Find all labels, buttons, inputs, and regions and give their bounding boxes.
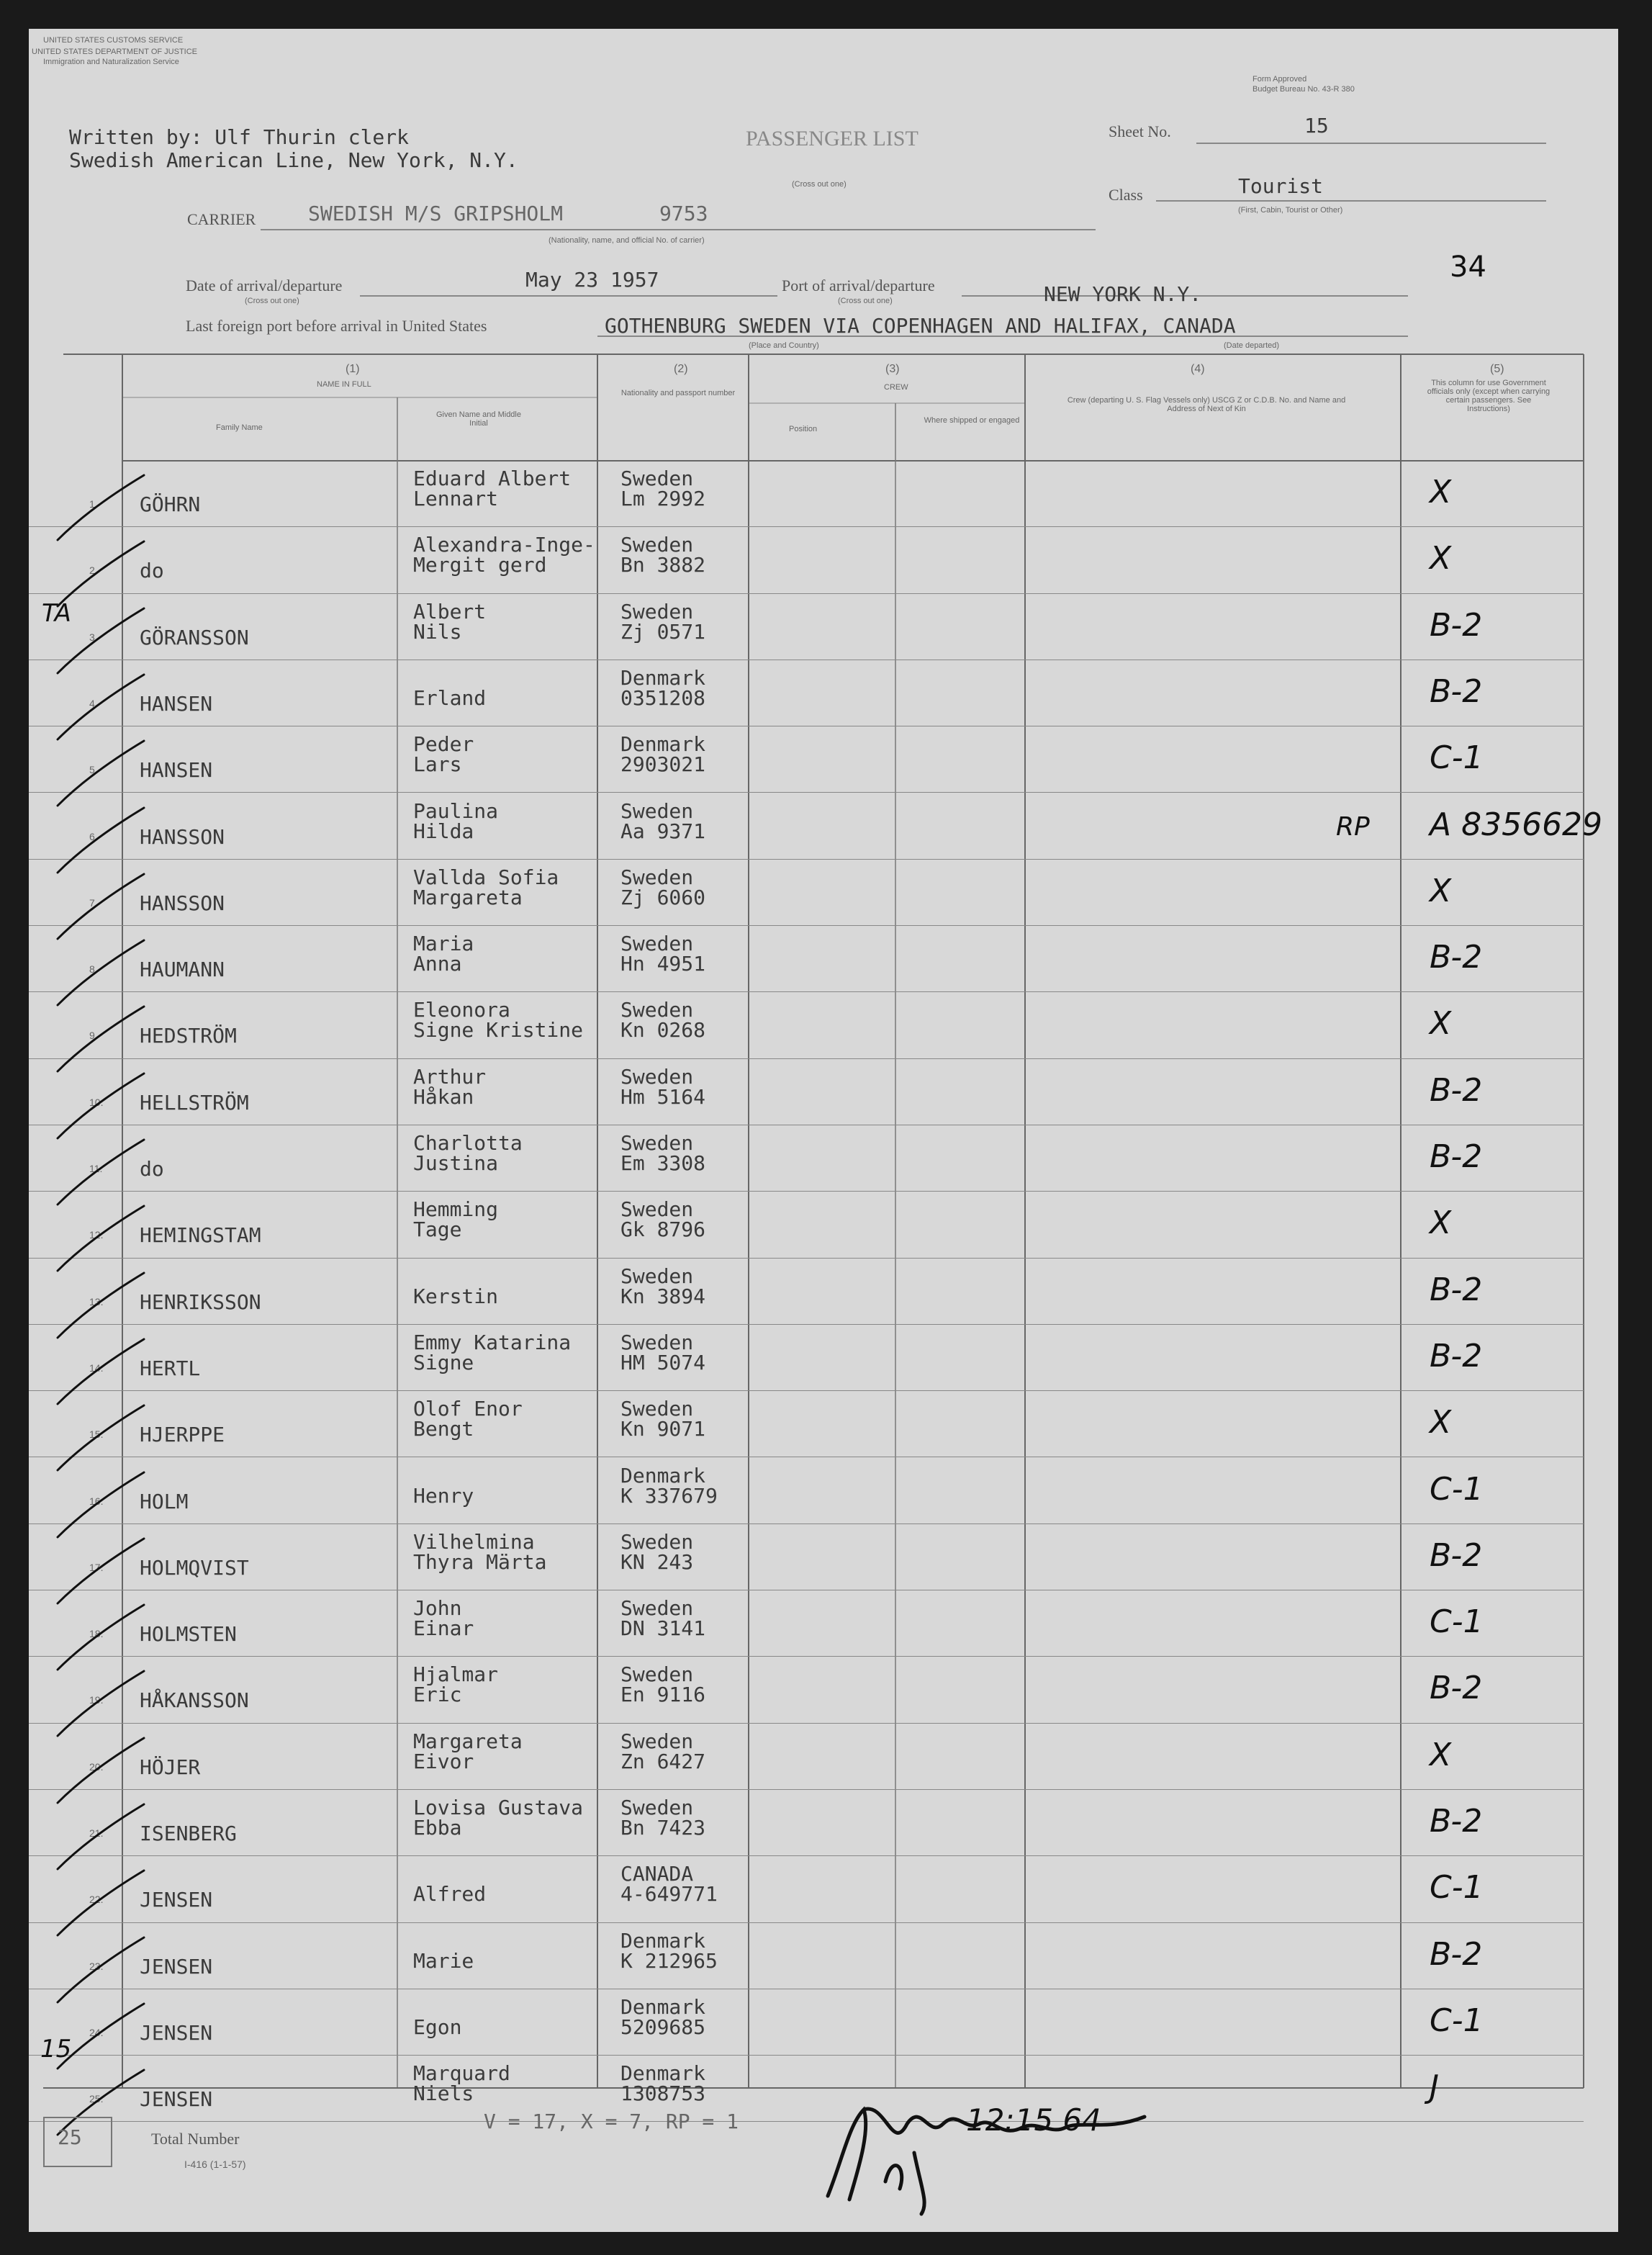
passport-number: Zn 6427	[620, 1749, 706, 1773]
row-number: 18.	[89, 1628, 104, 1640]
passport-number: 2903021	[620, 752, 706, 777]
given-name-header: Given Name and Middle Initial	[435, 410, 521, 428]
col5-number: (5)	[1490, 363, 1504, 375]
table-row	[29, 992, 1584, 1058]
table-row	[29, 660, 1584, 726]
passport-number: 0351208	[620, 685, 706, 710]
official-mark: C-1	[1430, 1470, 1484, 1508]
col5-title: This column for use Government officials only (except when carrying certain passengers. See Instructions)	[1427, 379, 1551, 413]
date-departed-hint: (Date departed)	[1224, 341, 1280, 350]
given-name-line-2: Håkan	[413, 1084, 474, 1109]
row-number: 2.	[89, 564, 98, 577]
given-name-line-1: Alexandra-Inge-	[413, 533, 595, 557]
given-name-line-2: Alfred	[413, 1882, 487, 1907]
nationality: Sweden	[620, 1529, 694, 1554]
date-hint: (Cross out one)	[245, 297, 299, 305]
family-name: HOLMQVIST	[140, 1555, 249, 1580]
margin-note-fifteen: 15	[40, 2035, 72, 2063]
given-name-line-2: Bengt	[413, 1417, 474, 1441]
given-name-line-1: Vallda Sofia	[413, 865, 559, 889]
passport-number: Gk 8796	[620, 1217, 706, 1242]
official-mark: B-2	[1430, 1071, 1483, 1109]
date-label: Date of arrival/departure	[186, 276, 343, 294]
row-number: 15.	[89, 1428, 104, 1441]
family-name: ISENBERG	[140, 1822, 237, 1845]
given-name-line-2: Tage	[413, 1217, 462, 1242]
col3-title: CREW	[884, 383, 908, 392]
family-name: JENSEN	[140, 1888, 213, 1912]
col2-number: (2)	[674, 363, 688, 375]
official-mark: B-2	[1430, 1337, 1483, 1374]
passport-number: En 9116	[620, 1683, 706, 1707]
given-name-line-1: Vilhelmina	[413, 1529, 535, 1554]
nationality: Sweden	[620, 1264, 694, 1288]
nationality: Sweden	[620, 1197, 694, 1222]
row-number: 4.	[89, 697, 98, 709]
nationality: Sweden	[620, 932, 694, 956]
col4-number: (4)	[1191, 363, 1205, 375]
passport-number: Hn 4951	[620, 952, 706, 976]
given-name-line-2: Anna	[413, 952, 462, 976]
family-name: HOLMSTEN	[140, 1622, 237, 1647]
row-number: 1.	[89, 498, 98, 510]
given-name-line-2: Hilda	[413, 819, 474, 843]
table-row	[29, 1923, 1584, 1989]
given-name-line-2: Erland	[413, 685, 487, 710]
given-name-line-2: Margareta	[413, 885, 523, 909]
nationality: Denmark	[620, 1994, 706, 2019]
given-name-line-1: Marquard	[413, 2061, 510, 2086]
row-number: 7.	[89, 896, 98, 909]
nationality: Sweden	[620, 599, 694, 624]
col4-title: Crew (departing U. S. Flag Vessels only) USCG Z or C.D.B. No. and Name and Address of Next of Kin	[1067, 396, 1346, 413]
passport-number: Hm 5164	[620, 1084, 706, 1109]
nationality: Denmark	[620, 2061, 706, 2086]
row-number: 23.	[89, 1960, 104, 1972]
carrier-label: CARRIER	[187, 210, 256, 228]
row-number: 11.	[89, 1163, 103, 1174]
table-row	[29, 1125, 1584, 1192]
family-name: HENRIKSSON	[140, 1289, 261, 1314]
nationality: Sweden	[620, 865, 694, 889]
table-row	[29, 1325, 1584, 1391]
agency-line-2: UNITED STATES DEPARTMENT OF JUSTICE	[32, 48, 198, 56]
family-name: do	[140, 1157, 164, 1181]
nationality: CANADA	[620, 1862, 694, 1886]
family-name: HJERPPE	[140, 1423, 225, 1447]
official-mark: X	[1430, 1736, 1452, 1773]
passport-number: 5209685	[620, 2015, 706, 2039]
row-number: 19.	[89, 1694, 104, 1706]
page-number: 34	[1450, 251, 1486, 284]
given-name-line-1: Hjalmar	[413, 1662, 499, 1687]
given-name-line-1: Paulina	[413, 798, 499, 823]
official-mark: B-2	[1430, 1536, 1483, 1574]
given-name-line-2: Kerstin	[413, 1284, 499, 1308]
signature-date: 12:15 64	[966, 2102, 1101, 2138]
table-row	[29, 1192, 1584, 1258]
row-number: 22.	[89, 1894, 104, 1906]
table-row	[29, 461, 1584, 527]
port-label: Port of arrival/departure	[782, 276, 935, 294]
row-number: 8.	[89, 963, 98, 976]
given-name-line-2: Einar	[413, 1616, 474, 1641]
given-name-line-2: Thyra Märta	[413, 1549, 547, 1574]
nationality: Sweden	[620, 1064, 694, 1089]
given-name-line-2: Signe Kristine	[413, 1018, 584, 1043]
row-number: 5.	[89, 764, 98, 776]
agency-line-1: UNITED STATES CUSTOMS SERVICE	[43, 36, 184, 45]
margin-note-ta: TA	[42, 599, 71, 628]
port-hint: (Cross out one)	[838, 297, 893, 305]
form-id: I-416 (1-1-57)	[184, 2159, 246, 2170]
signature-scribble	[806, 2074, 1238, 2218]
where-shipped-header: Where shipped or engaged	[924, 416, 1020, 425]
row-number: 6.	[89, 830, 98, 842]
table-row	[29, 1524, 1584, 1590]
nationality: Sweden	[620, 1729, 694, 1753]
table-row	[29, 527, 1584, 593]
family-name: JENSEN	[140, 2087, 213, 2112]
position-header: Position	[789, 425, 818, 433]
row-number: 17.	[89, 1561, 104, 1573]
class-value: Tourist	[1238, 174, 1324, 198]
given-name-line-1: Eleonora	[413, 998, 510, 1022]
family-name: HÖJER	[140, 1755, 201, 1779]
passport-number: DN 3141	[620, 1616, 706, 1641]
official-mark: X	[1430, 474, 1452, 510]
given-name-line-2: Eric	[413, 1683, 462, 1707]
passport-number: Bn 7423	[620, 1816, 706, 1840]
class-label: Class	[1109, 186, 1143, 204]
family-name: HANSEN	[140, 691, 213, 716]
passenger-list-document	[29, 29, 1618, 2232]
official-mark: X	[1430, 1205, 1452, 1242]
passport-number: HM 5074	[620, 1350, 706, 1374]
family-name: HAUMANN	[140, 958, 225, 982]
row-number: 25.	[89, 2093, 104, 2105]
last-port-value: GOTHENBURG SWEDEN VIA COPENHAGEN AND HALIFAX, CANADA	[605, 314, 1236, 338]
family-name: HEDSTRÖM	[140, 1024, 237, 1048]
form-title: PASSENGER LIST	[746, 127, 918, 150]
sheet-label: Sheet No.	[1109, 122, 1171, 140]
passport-number: KN 243	[620, 1549, 694, 1574]
given-name-line-1: John	[413, 1596, 462, 1621]
given-name-line-2: Mergit gerd	[413, 553, 547, 577]
table-row	[29, 1657, 1584, 1723]
port-value: NEW YORK N.Y.	[1044, 282, 1202, 306]
given-name-line-1: Charlotta	[413, 1131, 523, 1155]
official-mark: B-2	[1430, 606, 1483, 644]
row-number: 24.	[89, 2026, 104, 2038]
nationality: Sweden	[620, 1330, 694, 1354]
official-mark: B-2	[1430, 1670, 1483, 1707]
family-name: HEMINGSTAM	[140, 1223, 261, 1248]
table-row	[29, 1790, 1584, 1856]
official-mark: C-1	[1430, 739, 1484, 777]
nationality: Sweden	[620, 1131, 694, 1155]
form-approved: Form Approved	[1252, 75, 1307, 84]
nationality: Sweden	[620, 798, 694, 823]
col1-title: NAME IN FULL	[317, 380, 371, 389]
passport-number: K 212965	[620, 1948, 718, 1973]
official-mark: B-2	[1430, 1935, 1483, 1973]
family-name: HANSEN	[140, 758, 213, 783]
table-row	[29, 1724, 1584, 1790]
carrier-hint: (Nationality, name, and official No. of carrier)	[549, 236, 705, 245]
official-mark: B-2	[1430, 1138, 1483, 1175]
passport-number: 4-649771	[620, 1882, 718, 1907]
official-mark: C-1	[1430, 2002, 1484, 2039]
passport-number: Kn 9071	[620, 1417, 706, 1441]
nationality: Sweden	[620, 1796, 694, 1819]
family-name: HANSSON	[140, 824, 225, 849]
family-name: JENSEN	[140, 2020, 213, 2045]
row-number: 3.	[89, 631, 98, 643]
company-line: Swedish American Line, New York, N.Y.	[69, 148, 518, 172]
written-by: Written by: Ulf Thurin clerk	[69, 125, 410, 149]
passport-number: Em 3308	[620, 1151, 706, 1175]
official-mark: C-1	[1430, 1869, 1484, 1907]
given-name-line-2: Justina	[413, 1151, 499, 1175]
given-name-line-1: Margareta	[413, 1729, 523, 1753]
passport-number: Lm 2992	[620, 487, 706, 510]
col3-number: (3)	[885, 363, 900, 375]
table-row	[29, 1458, 1584, 1524]
given-name-line-2: Henry	[413, 1483, 474, 1508]
given-name-line-1: Hemming	[413, 1197, 499, 1222]
carrier-number: 9753	[659, 202, 708, 225]
table-row	[29, 1259, 1584, 1325]
official-mark: X	[1430, 1005, 1452, 1043]
nationality: Sweden	[620, 998, 694, 1022]
passport-number: Zj 0571	[620, 619, 706, 644]
official-note: RP	[1336, 811, 1370, 842]
place-hint: (Place and Country)	[749, 341, 819, 350]
family-name: HERTL	[140, 1356, 201, 1380]
given-name-line-2: Marie	[413, 1948, 474, 1973]
table-row	[29, 1590, 1584, 1657]
nationality: Denmark	[620, 732, 706, 757]
given-name-line-2: Nils	[413, 619, 462, 644]
passport-number: Aa 9371	[620, 819, 706, 843]
family-name-header: Family Name	[216, 423, 263, 432]
table-row	[29, 594, 1584, 660]
given-name-line-1: Lovisa Gustava	[413, 1796, 584, 1819]
row-number: 16.	[89, 1495, 104, 1507]
family-name: HANSSON	[140, 891, 225, 915]
official-mark: B-2	[1430, 1803, 1483, 1840]
nationality: Sweden	[620, 1662, 694, 1687]
passport-number: Kn 0268	[620, 1018, 706, 1043]
nationality: Denmark	[620, 665, 706, 690]
given-name-line-1: Peder	[413, 732, 474, 757]
given-name-line-1: Albert	[413, 599, 487, 624]
nationality: Sweden	[620, 1596, 694, 1621]
passport-number: Zj 6060	[620, 885, 706, 909]
agency-line-3: Immigration and Naturalization Service	[43, 58, 179, 66]
given-name-line-1: Arthur	[413, 1064, 487, 1089]
carrier-value: SWEDISH M/S GRIPSHOLM	[308, 202, 564, 225]
table-row	[29, 1391, 1584, 1457]
official-mark: A 8356629	[1430, 806, 1603, 843]
nationality: Sweden	[620, 533, 694, 557]
total-label: Total Number	[151, 2130, 240, 2148]
row-number: 12.	[89, 1229, 104, 1241]
nationality: Denmark	[620, 1463, 706, 1487]
row-number: 14.	[89, 1361, 104, 1374]
budget-bureau: Budget Bureau No. 43-R 380	[1252, 85, 1355, 94]
col1-number: (1)	[346, 363, 360, 375]
family-name: HELLSTRÖM	[140, 1090, 249, 1115]
col2-title: Nationality and passport number	[620, 389, 736, 397]
table-row	[29, 926, 1584, 992]
form-title-hint: (Cross out one)	[792, 180, 847, 189]
official-mark: B-2	[1430, 672, 1483, 710]
given-name-line-1: Emmy Katarina	[413, 1330, 572, 1354]
nationality: Denmark	[620, 1928, 706, 1953]
row-number: 10.	[89, 1096, 104, 1108]
official-mark: X	[1430, 1404, 1452, 1441]
row-number: 21.	[89, 1827, 104, 1839]
given-name-line-2: Signe	[413, 1350, 474, 1374]
passport-number: 1308753	[620, 2081, 706, 2106]
family-name: GÖRANSSON	[140, 625, 249, 649]
given-name-line-1: Maria	[413, 932, 474, 956]
given-name-line-2: Lars	[413, 752, 462, 777]
official-mark: X	[1430, 540, 1452, 577]
family-name: HÅKANSSON	[140, 1688, 249, 1713]
given-name-line-1: Eduard Albert	[413, 467, 572, 490]
table-row	[29, 726, 1584, 793]
total-count: 25	[58, 2125, 82, 2149]
official-mark: J	[1430, 2069, 1439, 2106]
row-number: 9.	[89, 1030, 98, 1042]
official-mark: C-1	[1430, 1603, 1484, 1641]
table-row	[29, 793, 1603, 860]
official-mark: B-2	[1430, 939, 1483, 976]
passport-number: K 337679	[620, 1483, 718, 1508]
official-mark: X	[1430, 872, 1452, 909]
passport-number: Kn 3894	[620, 1284, 706, 1308]
family-name: GÖHRN	[140, 492, 201, 516]
given-name-line-1: Olof Enor	[413, 1397, 523, 1421]
given-name-line-2: Ebba	[413, 1816, 462, 1840]
nationality: Sweden	[620, 467, 694, 490]
official-mark: B-2	[1430, 1271, 1483, 1308]
table-row	[29, 860, 1584, 926]
given-name-line-2: Egon	[413, 2015, 462, 2039]
given-name-line-2: Lennart	[413, 487, 499, 510]
given-name-line-2: Niels	[413, 2081, 474, 2106]
nationality: Sweden	[620, 1397, 694, 1421]
sheet-number: 15	[1304, 114, 1329, 138]
date-value: May 23 1957	[525, 268, 659, 292]
family-name: JENSEN	[140, 1954, 213, 1979]
passport-number: Bn 3882	[620, 553, 706, 577]
family-name: do	[140, 559, 164, 583]
last-port-label: Last foreign port before arrival in United States	[186, 317, 487, 335]
class-hint: (First, Cabin, Tourist or Other)	[1238, 206, 1343, 215]
summary-line: V = 17, X = 7, RP = 1	[484, 2110, 739, 2133]
table-row	[29, 1059, 1584, 1125]
row-number: 20.	[89, 1760, 104, 1773]
family-name: HOLM	[140, 1489, 189, 1513]
table-row	[29, 1856, 1584, 1922]
table-row	[29, 1989, 1584, 2056]
given-name-line-2: Eivor	[413, 1749, 474, 1773]
row-number: 13.	[89, 1295, 104, 1307]
